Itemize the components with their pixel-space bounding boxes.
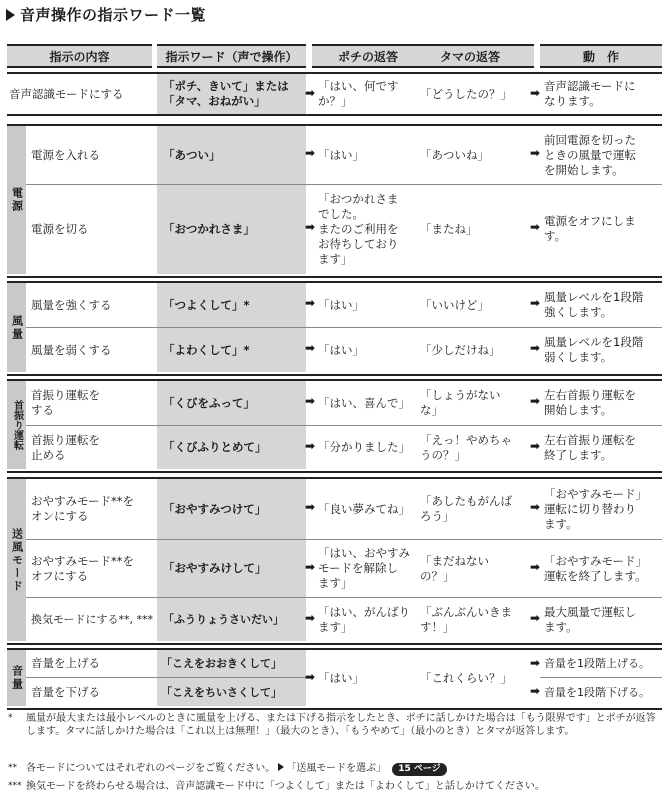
row-tama: 「あついね」 xyxy=(420,147,489,162)
arrow-right-icon xyxy=(278,763,284,771)
row-content: 風量を強くする xyxy=(31,297,112,312)
row-pochi: 「はい」 xyxy=(318,297,364,312)
header-word: 指示ワード（声で操作） xyxy=(157,44,306,68)
intro-pochi: 「はい、何です か？」 xyxy=(318,79,399,108)
arrow-right-icon: ➡ xyxy=(529,439,541,453)
intro-content: 音声認識モードにする xyxy=(9,86,124,101)
row-pochi: 「はい、喜んで」 xyxy=(318,395,410,410)
row-action: 前回電源を切った ときの風量で運転 を開始します。 xyxy=(544,132,636,177)
intro-tama: 「どうしたの？」 xyxy=(420,86,512,101)
row-content: 首振り運転を 止める xyxy=(31,432,100,462)
header-tama: タマの返答 xyxy=(440,49,501,64)
triangle-marker-icon xyxy=(6,9,15,21)
arrow-right-icon: ➡ xyxy=(529,684,541,698)
header-content: 指示の内容 xyxy=(7,44,152,68)
footnote-3: *** 換気モードを終わらせる場合は、音声認識モード中に「つよくして」または「よわくして」と話しかけてください。 xyxy=(8,781,545,792)
row-content: 首振り運転を する xyxy=(31,388,100,417)
row-word: 「おつかれさま」 xyxy=(163,221,255,236)
row-tama: 「ぶんぶんいきま す！」 xyxy=(420,604,512,634)
row-pochi: 「はい、おやすみ モードを解除し ます」 xyxy=(318,546,410,590)
arrow-right-icon: ➡ xyxy=(529,220,541,234)
row-action: 左右首振り運転を 終了します。 xyxy=(544,432,636,462)
row-content: おやすみモード**を オンにする xyxy=(31,494,135,523)
row-word: 「こえをちいさくして」 xyxy=(161,685,282,699)
row-content: 音量を下げる xyxy=(31,684,100,699)
group-label-fan-mode: 送風モード xyxy=(7,479,26,641)
row-tama: 「しょうがない な」 xyxy=(420,388,501,417)
row-pochi: 「良い夢みてね」 xyxy=(318,501,410,516)
row-tama: 「またね」 xyxy=(420,221,478,236)
row-pochi: 「おつかれさま でした。 またのご利用を お待ちしており ます」 xyxy=(318,191,399,266)
row-tama: 「いいけど」 xyxy=(420,297,489,312)
arrow-right-icon: ➡ xyxy=(304,670,316,684)
row-content: おやすみモード**を オフにする xyxy=(31,553,135,583)
row-content: 電源を切る xyxy=(31,221,89,236)
row-pochi: 「はい、がんばり ます」 xyxy=(318,604,410,634)
arrow-right-icon: ➡ xyxy=(529,500,541,514)
arrow-right-icon: ➡ xyxy=(304,439,316,453)
row-action: 音量を1段階上げる。 xyxy=(544,657,650,670)
arrow-right-icon: ➡ xyxy=(304,500,316,514)
arrow-right-icon: ➡ xyxy=(529,611,541,625)
header-pochi: ポチの返答 xyxy=(338,49,399,64)
arrow-right-icon: ➡ xyxy=(304,394,316,408)
group-label-swing: 首振り運転 xyxy=(7,381,26,469)
arrow-right-icon: ➡ xyxy=(529,341,541,355)
section-link[interactable]: 「送風モードを選ぶ」 xyxy=(286,763,386,774)
header-replies xyxy=(312,44,534,68)
intro-word: 「ポチ、きいて」または 「タマ、おねがい」 xyxy=(163,79,289,108)
page-title: 音声操作の指示ワード一覧 xyxy=(6,4,206,25)
row-action: 音量を1段階下げる。 xyxy=(544,685,650,699)
row-action: 左右首振り運転を 開始します。 xyxy=(544,388,636,417)
footnote-2: ** 各モードについてはそれぞれのページをご覧ください。 「送風モードを選ぶ」 15 ページ xyxy=(8,762,663,776)
arrow-right-icon: ➡ xyxy=(304,146,316,160)
group-label-power: 電源 xyxy=(7,126,26,274)
arrow-right-icon: ➡ xyxy=(304,220,316,234)
intro-action: 音声認識モードに なります。 xyxy=(544,79,636,108)
row-content: 風量を弱くする xyxy=(31,342,112,357)
row-word: 「くびふりとめて」 xyxy=(163,440,267,454)
row-tama: 「まだねない の？」 xyxy=(420,553,489,583)
row-pochi: 「分かりました」 xyxy=(318,440,410,454)
group-label-airflow: 風量 xyxy=(7,283,26,372)
arrow-right-icon: ➡ xyxy=(529,560,541,574)
arrow-right-icon: ➡ xyxy=(304,611,316,625)
row-word: 「つよくして」* xyxy=(163,297,250,312)
row-word: 「おやすみけして」 xyxy=(163,561,267,575)
row-content: 音量を上げる xyxy=(31,656,100,670)
header-action: 動 作 xyxy=(540,44,662,68)
arrow-right-icon: ➡ xyxy=(529,394,541,408)
row-action: 電源をオフにしま す。 xyxy=(544,214,636,243)
row-word: 「よわくして」* xyxy=(163,342,250,357)
row-word: 「あつい」 xyxy=(163,147,221,162)
arrow-right-icon: ➡ xyxy=(304,86,316,100)
row-pochi: 「はい」 xyxy=(318,342,364,357)
row-word: 「おやすみつけて」 xyxy=(163,501,267,516)
row-content: 換気モードにする**, *** xyxy=(31,613,154,626)
row-word: 「こえをおおきくして」 xyxy=(161,657,282,670)
row-word: 「くびをふって」 xyxy=(163,395,255,410)
row-action: 最大風量で運転し ます。 xyxy=(544,604,636,634)
arrow-right-icon: ➡ xyxy=(304,341,316,355)
row-content: 電源を入れる xyxy=(31,147,100,162)
intro-row xyxy=(7,72,662,116)
row-tama: 「えっ！やめちゃ うの？」 xyxy=(420,432,512,462)
arrow-right-icon: ➡ xyxy=(529,146,541,160)
arrow-right-icon: ➡ xyxy=(304,296,316,310)
row-action: 「おやすみモード」 運転を終了します。 xyxy=(544,553,648,583)
row-tama: 「少しだけね」 xyxy=(420,342,501,357)
arrow-right-icon: ➡ xyxy=(304,560,316,574)
row-action: 風量レベルを1段階 強くします。 xyxy=(544,290,644,319)
row-pochi: 「はい」 xyxy=(318,147,364,162)
footnote-1: * 風量が最大または最小レベルのときに風量を上げる、または下げる指示をしたとき、ポチに話しかけた場合は「もう限界です」とポチが返答します。タマに話しかけた場合は「これ以上は無理！」（最大のとき）、「もうやめて」（最小のとき）とタマが返答します。 xyxy=(8,713,656,737)
page-badge[interactable]: 15 ページ xyxy=(392,763,446,776)
volume-pochi: 「はい」 xyxy=(318,670,364,685)
row-word: 「ふうりょうさいだい」 xyxy=(163,613,284,626)
arrow-right-icon: ➡ xyxy=(529,86,541,100)
volume-tama: 「これくらい？」 xyxy=(420,670,512,685)
row-action: 風量レベルを1段階 弱くします。 xyxy=(544,335,644,364)
arrow-right-icon: ➡ xyxy=(529,296,541,310)
row-action: 「おやすみモード」 運転に切り替わり ます。 xyxy=(544,486,648,531)
group-label-volume: 音量 xyxy=(7,650,26,706)
row-tama: 「あしたもがんば ろう」 xyxy=(420,494,512,523)
arrow-right-icon: ➡ xyxy=(529,656,541,670)
